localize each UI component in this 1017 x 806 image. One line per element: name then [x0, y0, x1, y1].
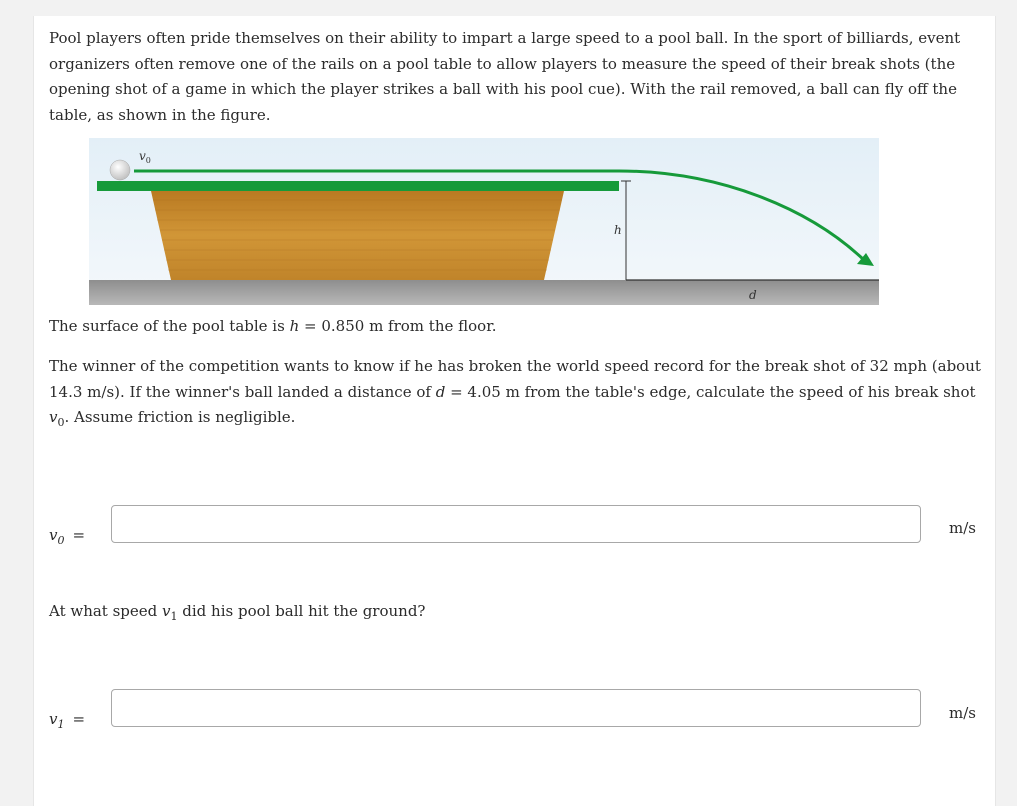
- v0-unit: m/s: [949, 519, 976, 537]
- v0-label: $v_0$: [139, 149, 151, 165]
- pool-table-figure: [89, 138, 879, 305]
- v0-variable: v: [49, 408, 58, 426]
- floor: [89, 280, 879, 305]
- problem-intro: Pool players often pride themselves on their ability to impart a large speed to a pool ball. In the sport of billiards, event organizers often remove one of the rails on a pool table to allow players to measure the speed of their break shots (the opening shot of a game in which the player strikes a ball with his pool cue). With the rail removed, a ball can fly off the table, as shown in the figure.: [49, 29, 961, 124]
- table-base: [151, 191, 564, 280]
- v1-variable: v: [162, 602, 171, 620]
- question-2-text: At what speed $v_1$ did his pool ball hit the ground?: [49, 602, 426, 623]
- h-variable: h: [289, 317, 300, 335]
- v1-answer-label: $v_1$ =: [49, 710, 86, 731]
- question-1-text: The winner of the competition wants to know if he has broken the world speed record for the break shot of 32 mph (about 14.3 m/s). If the winner's ball landed a distance of d = 4.05 m from the table's edge, calculate the speed of his break shot $v_0$. Assume friction is negligible.: [49, 357, 981, 429]
- table-top-rail: [97, 181, 619, 191]
- v1-unit: m/s: [949, 704, 976, 722]
- d-variable: d: [435, 382, 446, 401]
- pool-ball: [110, 160, 130, 180]
- surface-height-text: The surface of the pool table is h = 0.850 m from the floor.: [49, 317, 497, 335]
- v0-answer-label: $v_0$ =: [49, 526, 86, 547]
- d-label: d: [749, 288, 757, 302]
- h-label: h: [614, 223, 622, 237]
- v1-answer-input[interactable]: [111, 689, 921, 727]
- problem-card: [33, 16, 996, 806]
- v0-answer-input[interactable]: [111, 505, 921, 543]
